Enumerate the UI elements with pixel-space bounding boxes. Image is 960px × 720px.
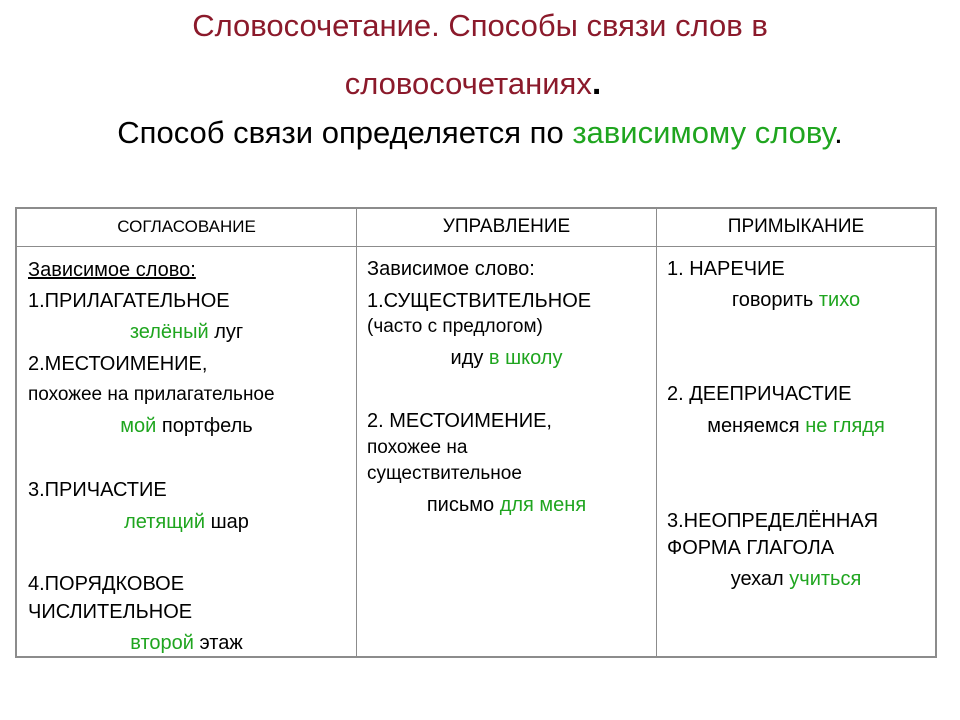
- header-government: УПРАВЛЕНИЕ: [442, 216, 571, 237]
- slide-title-period: .: [591, 64, 602, 102]
- col3-example1: [657, 288, 935, 312]
- col1-example2-main: портфель: [161, 415, 253, 437]
- col1-item4-line2: ЧИСЛИТЕЛЬНОЕ: [28, 601, 193, 623]
- col1-example3-dependent: летящий: [124, 511, 206, 533]
- col2-example1-dependent: в школу: [488, 347, 563, 369]
- col1-item3: 3.ПРИЧАСТИЕ: [28, 479, 167, 501]
- subtitle-prefix: Способ связи определяется по: [117, 115, 564, 150]
- col2-item1-note: (часто с предлогом): [367, 316, 543, 337]
- header-adjunction: ПРИМЫКАНИЕ: [727, 216, 865, 237]
- col2-example1: [357, 346, 656, 370]
- col1-example1-dependent: зелёный: [129, 321, 209, 343]
- col1-example1: [17, 320, 356, 344]
- col2-item2-line1: 2. МЕСТОИМЕНИЕ,: [367, 410, 552, 432]
- col2-example2-main: письмо: [426, 494, 495, 516]
- col1-example4: [17, 631, 356, 655]
- col1-item1: 1.ПРИЛАГАТЕЛЬНОЕ: [28, 290, 230, 312]
- col1-example4-main: этаж: [199, 632, 243, 654]
- col2-example2-dependent: для меня: [499, 494, 587, 516]
- col3-item3-line2: ФОРМА ГЛАГОЛА: [667, 537, 835, 559]
- col3-example2-main: меняемся: [707, 415, 800, 437]
- subtitle: [0, 115, 960, 151]
- col1-example1-main: луг: [214, 321, 244, 343]
- col3-example1-dependent: тихо: [818, 289, 861, 311]
- col3-example3: [657, 567, 935, 591]
- col2-item2-line2: похожее на: [367, 437, 468, 458]
- col3-item1: 1. НАРЕЧИЕ: [667, 258, 785, 280]
- subtitle-suffix: .: [834, 115, 843, 150]
- col3-example2-dependent: не глядя: [805, 415, 885, 437]
- col2-item2-line3: существительное: [367, 463, 522, 484]
- subtitle-highlight: зависимому слову: [572, 115, 835, 150]
- col3-example2: [657, 414, 935, 438]
- col1-example2: [17, 414, 356, 438]
- col1-item4-line1: 4.ПОРЯДКОВОЕ: [28, 573, 185, 595]
- column-divider-1: [356, 209, 357, 656]
- col1-heading: Зависимое слово:: [28, 259, 196, 281]
- col2-example2: [357, 493, 656, 517]
- slide-title-line2: [0, 64, 946, 103]
- col1-item2-note: похожее на прилагательное: [28, 384, 275, 405]
- col3-example3-main: уехал: [730, 568, 784, 590]
- col2-item1: 1.СУЩЕСТВИТЕЛЬНОЕ: [367, 290, 592, 312]
- col1-item2: 2.МЕСТОИМЕНИЕ,: [28, 353, 208, 375]
- col1-example3-main: шар: [210, 511, 249, 533]
- col3-item3-line1: 3.НЕОПРЕДЕЛЁННАЯ: [667, 510, 879, 532]
- col3-example1-main: говорить: [731, 289, 814, 311]
- col1-example2-dependent: мой: [120, 415, 157, 437]
- header-agreement: СОГЛАСОВАНИЕ: [117, 217, 256, 236]
- slide-title-line2-text: словосочетаниях: [344, 66, 592, 101]
- col1-example3: [17, 510, 356, 534]
- header-divider: [17, 246, 935, 247]
- col1-example4-dependent: второй: [130, 632, 194, 654]
- col3-example3-dependent: учиться: [789, 568, 862, 590]
- slide-title-line1: Словосочетание. Способы связи слов в: [192, 8, 768, 43]
- connection-types-table: [15, 207, 937, 658]
- col3-item2: 2. ДЕЕПРИЧАСТИЕ: [667, 383, 852, 405]
- col2-example1-main: иду: [450, 347, 484, 369]
- col2-heading: Зависимое слово:: [367, 258, 535, 280]
